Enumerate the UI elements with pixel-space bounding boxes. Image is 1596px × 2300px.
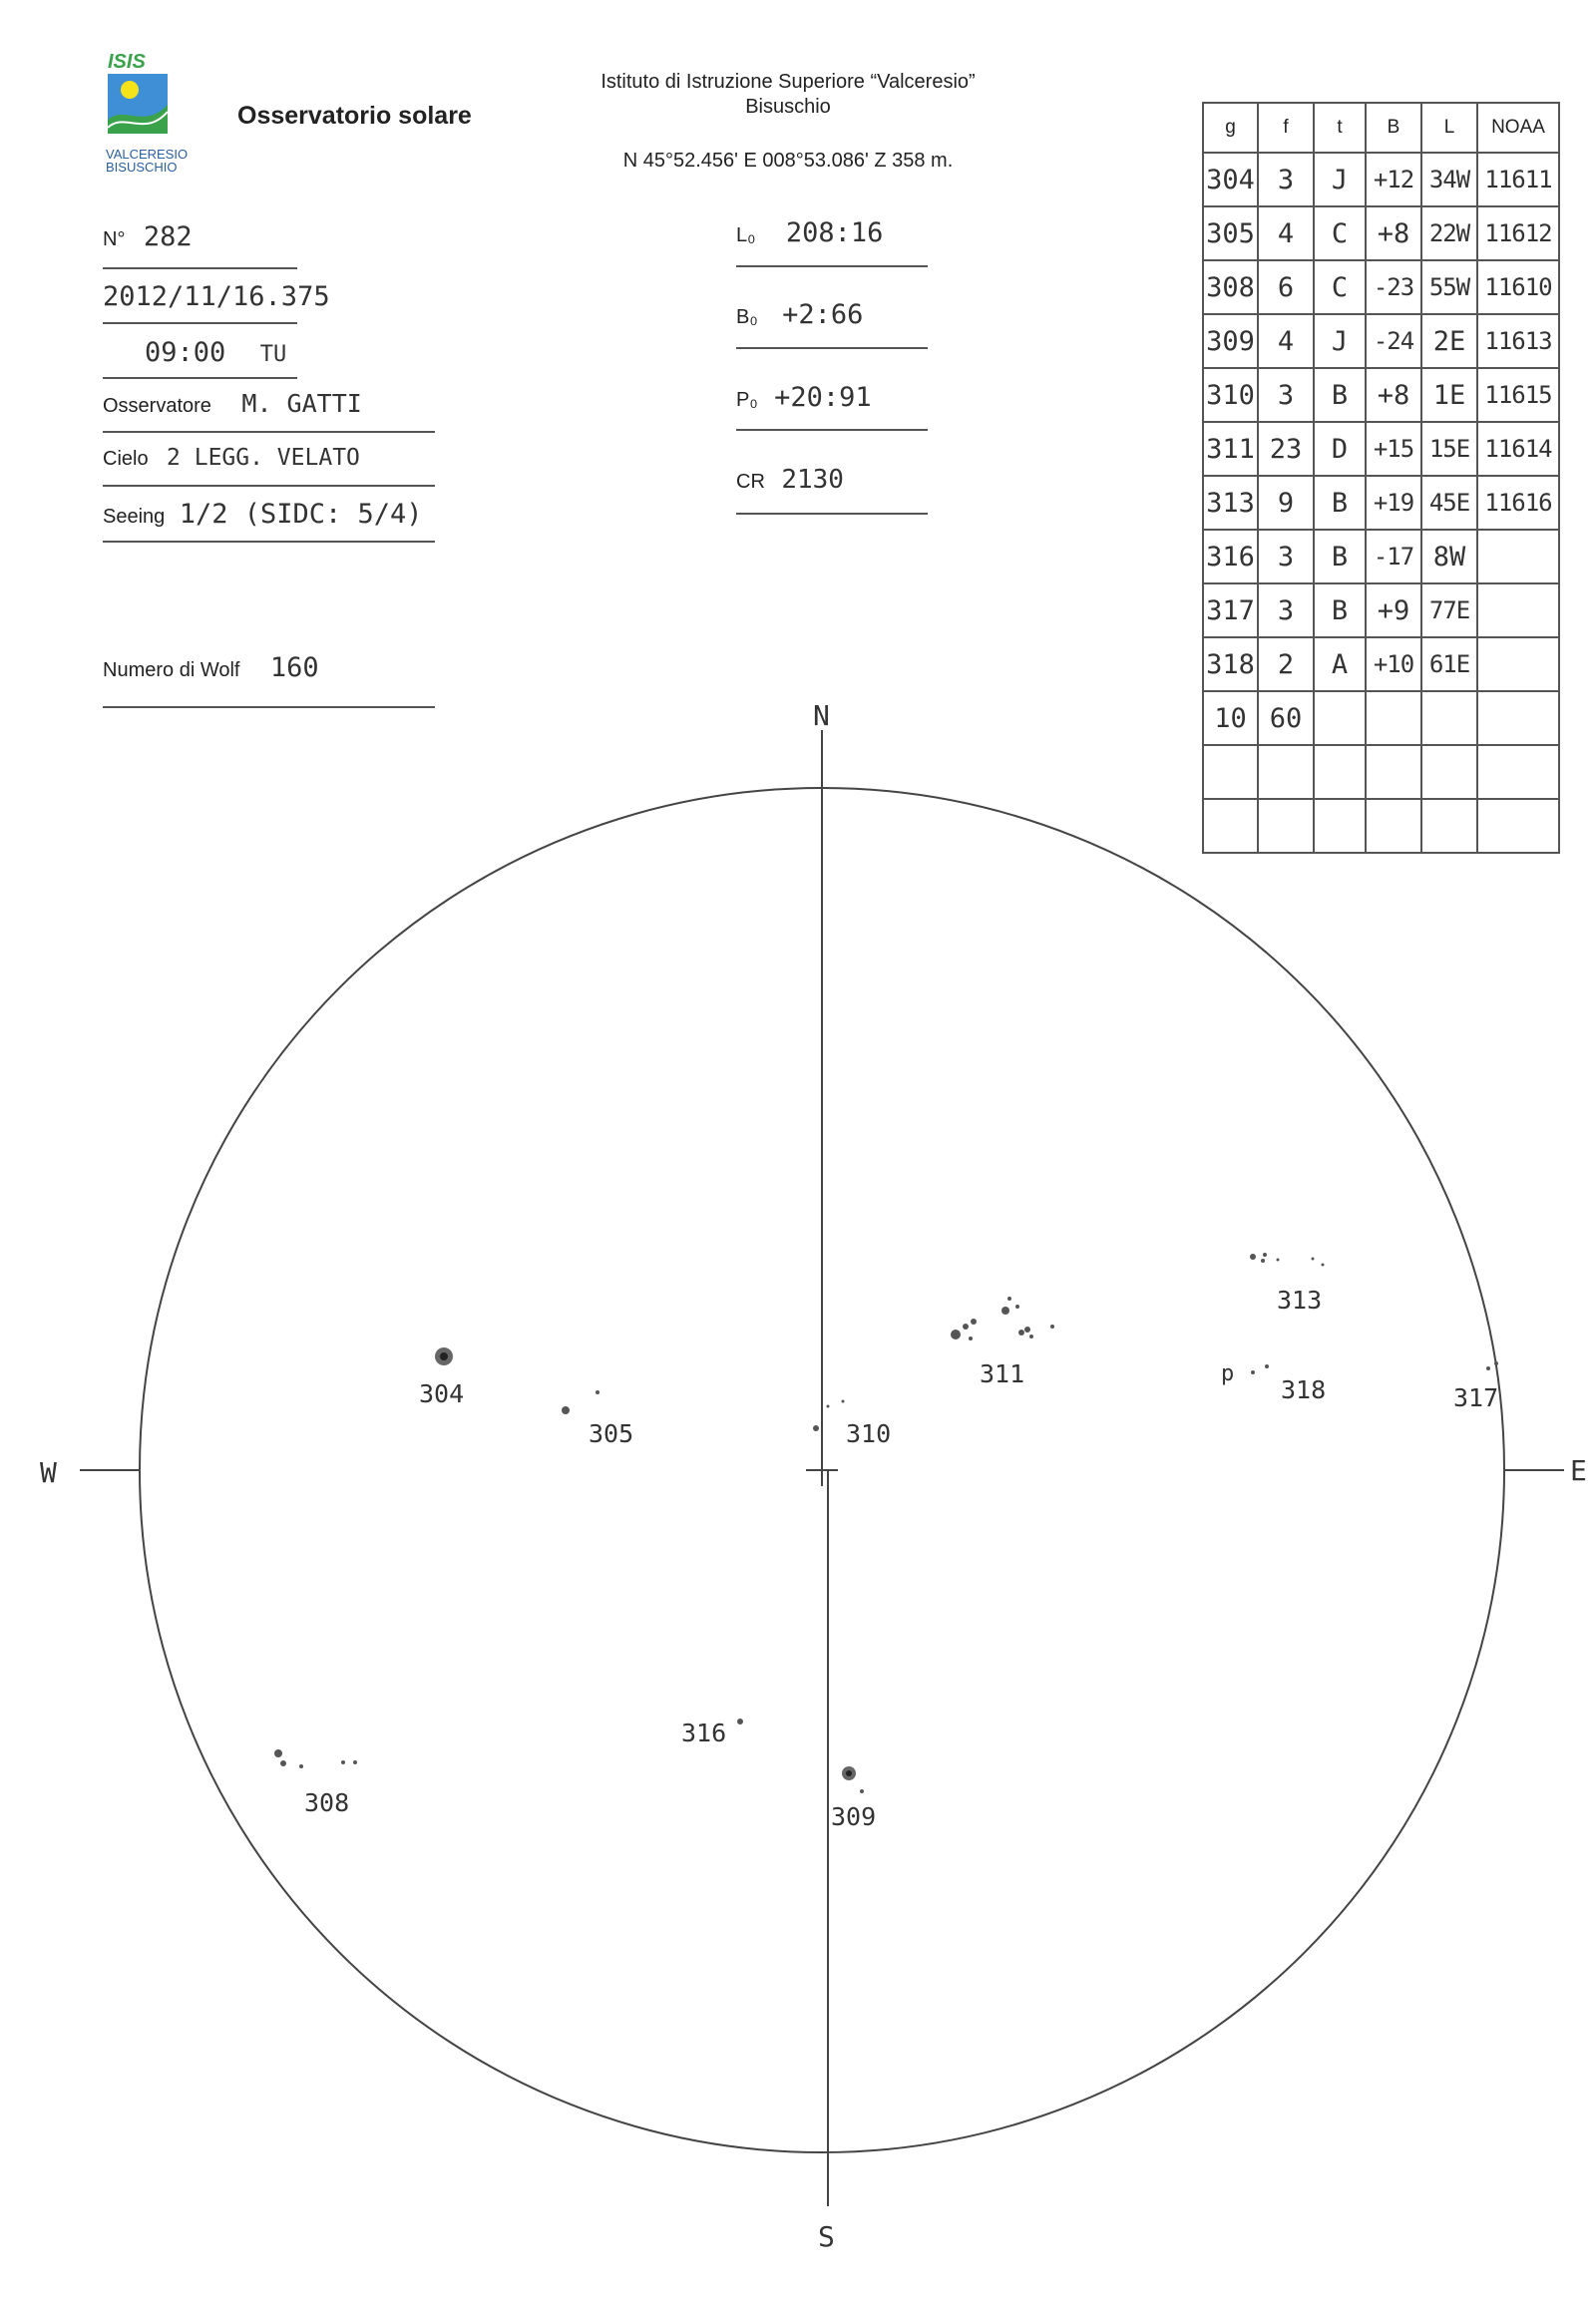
l0-value: 208:16 <box>785 217 884 248</box>
table-cell: 311 <box>1203 422 1258 476</box>
group-label-313: 313 <box>1277 1286 1323 1315</box>
table-cell: 11610 <box>1477 260 1559 314</box>
table-cell: 11616 <box>1477 476 1559 530</box>
table-cell: B <box>1314 530 1366 583</box>
seeing-label: Seeing <box>103 506 166 528</box>
institute-location: Bisuschio <box>745 96 831 118</box>
observation-time-value: 09:00 <box>145 337 226 368</box>
table-header-1: f <box>1258 103 1314 153</box>
table-cell: -24 <box>1366 314 1421 368</box>
table-cell: +8 <box>1366 368 1421 422</box>
table-header-5: NOAA <box>1477 103 1559 153</box>
table-cell: 304 <box>1203 153 1258 206</box>
table-cell: 11614 <box>1477 422 1559 476</box>
b0-value: +2:66 <box>782 299 864 330</box>
table-cell: 310 <box>1203 368 1258 422</box>
table-cell: 2E <box>1421 314 1477 368</box>
spot-308 <box>274 1749 282 1757</box>
spot-318 <box>1251 1370 1255 1374</box>
group-label-311: 311 <box>980 1359 1025 1388</box>
table-cell: C <box>1314 260 1366 314</box>
group-label-305: 305 <box>589 1419 634 1448</box>
table-cell: 305 <box>1203 206 1258 260</box>
cr-value: 2130 <box>781 465 844 495</box>
table-cell: +19 <box>1366 476 1421 530</box>
table-cell: +10 <box>1366 637 1421 691</box>
table-cell: 9 <box>1258 476 1314 530</box>
table-cell: 60 <box>1258 691 1314 745</box>
table-cell: 34W <box>1421 153 1477 206</box>
table-cell: 11611 <box>1477 153 1559 206</box>
table-cell: 11613 <box>1477 314 1559 368</box>
table-cell: 3 <box>1258 153 1314 206</box>
b0-label: B₀ <box>736 306 758 328</box>
table-cell: B <box>1314 368 1366 422</box>
group-label-308: 308 <box>304 1788 350 1817</box>
group-label-309: 309 <box>831 1802 877 1831</box>
observation-time-unit: TU <box>259 342 287 367</box>
table-cell: 6 <box>1258 260 1314 314</box>
east-label: E <box>1570 1454 1587 1487</box>
spot-311 <box>951 1330 961 1340</box>
table-header-4: L <box>1421 103 1477 153</box>
l0-label: L₀ <box>736 224 756 246</box>
logo-mark-text: ISIS <box>108 51 146 73</box>
table-cell: 318 <box>1203 637 1258 691</box>
table-cell: J <box>1314 314 1366 368</box>
group-label-304: 304 <box>419 1379 465 1408</box>
table-cell: D <box>1314 422 1366 476</box>
logo-caption-1: VALCERESIO <box>106 147 189 162</box>
group-label-310: 310 <box>846 1419 892 1448</box>
spot-317 <box>1486 1366 1490 1370</box>
north-label: N <box>813 699 830 732</box>
table-cell: 308 <box>1203 260 1258 314</box>
table-cell: 3 <box>1258 368 1314 422</box>
observatory-coordinates: N 45°52.456' E 008°53.086' Z 358 m. <box>622 150 954 172</box>
west-label: W <box>40 1456 57 1489</box>
table-cell: J <box>1314 153 1366 206</box>
table-cell: 10 <box>1203 691 1258 745</box>
table-cell: 317 <box>1203 583 1258 637</box>
observatory-title: Osservatorio solare <box>237 102 472 130</box>
table-cell: 77E <box>1421 583 1477 637</box>
sunspots <box>274 1253 1498 1793</box>
table-cell: 15E <box>1421 422 1477 476</box>
table-cell: 309 <box>1203 314 1258 368</box>
table-cell: 2 <box>1258 637 1314 691</box>
table-cell: 23 <box>1258 422 1314 476</box>
table-cell: 4 <box>1258 314 1314 368</box>
observation-number-value: 282 <box>143 221 193 252</box>
table-cell: C <box>1314 206 1366 260</box>
observation-date: 2012/11/16.375 <box>103 281 330 312</box>
wolf-number-value: 160 <box>269 652 319 683</box>
group-label-317: 317 <box>1453 1383 1499 1412</box>
table-cell: -23 <box>1366 260 1421 314</box>
table-cell: B <box>1314 476 1366 530</box>
table-cell: -17 <box>1366 530 1421 583</box>
spot-316 <box>737 1719 743 1725</box>
group-label-318: 318 <box>1281 1375 1327 1404</box>
table-cell: A <box>1314 637 1366 691</box>
table-cell: +12 <box>1366 153 1421 206</box>
south-label: S <box>818 2220 835 2253</box>
table-cell: +8 <box>1366 206 1421 260</box>
table-cell: 8W <box>1421 530 1477 583</box>
table-cell: 45E <box>1421 476 1477 530</box>
seeing-value: 1/2 (SIDC: 5/4) <box>179 499 423 530</box>
table-cell: 4 <box>1258 206 1314 260</box>
table-cell: 22W <box>1421 206 1477 260</box>
table-cell: 11612 <box>1477 206 1559 260</box>
table-cell: 61E <box>1421 637 1477 691</box>
observation-number-label: N° <box>103 228 126 250</box>
table-cell: 11615 <box>1477 368 1559 422</box>
table-cell: 316 <box>1203 530 1258 583</box>
table-cell: 55W <box>1421 260 1477 314</box>
table-cell: +15 <box>1366 422 1421 476</box>
observer-value: M. GATTI <box>241 389 362 418</box>
observer-label: Osservatore <box>103 395 211 417</box>
table-cell: 3 <box>1258 530 1314 583</box>
table-header-3: B <box>1366 103 1421 153</box>
cr-label: CR <box>736 471 765 493</box>
group-label-316: 316 <box>681 1719 727 1747</box>
p0-label: P₀ <box>736 389 758 411</box>
sky-value: 2 LEGG. VELATO <box>167 445 360 471</box>
table-cell: +9 <box>1366 583 1421 637</box>
spot-310 <box>813 1425 819 1431</box>
table-header-0: g <box>1203 103 1258 153</box>
spot-313 <box>1250 1254 1256 1260</box>
wolf-number-label: Numero di Wolf <box>103 659 240 681</box>
table-cell: 3 <box>1258 583 1314 637</box>
table-cell: B <box>1314 583 1366 637</box>
sky-label: Cielo <box>103 448 149 470</box>
logo-caption-2: BISUSCHIO <box>106 160 178 175</box>
institute-name: Istituto di Istruzione Superiore “Valceresio” <box>600 71 976 93</box>
table-header-2: t <box>1314 103 1366 153</box>
spot-305 <box>562 1406 570 1414</box>
marker-318: p <box>1221 1361 1235 1386</box>
table-cell: 1E <box>1421 368 1477 422</box>
table-cell: 313 <box>1203 476 1258 530</box>
p0-value: +20:91 <box>774 382 872 413</box>
